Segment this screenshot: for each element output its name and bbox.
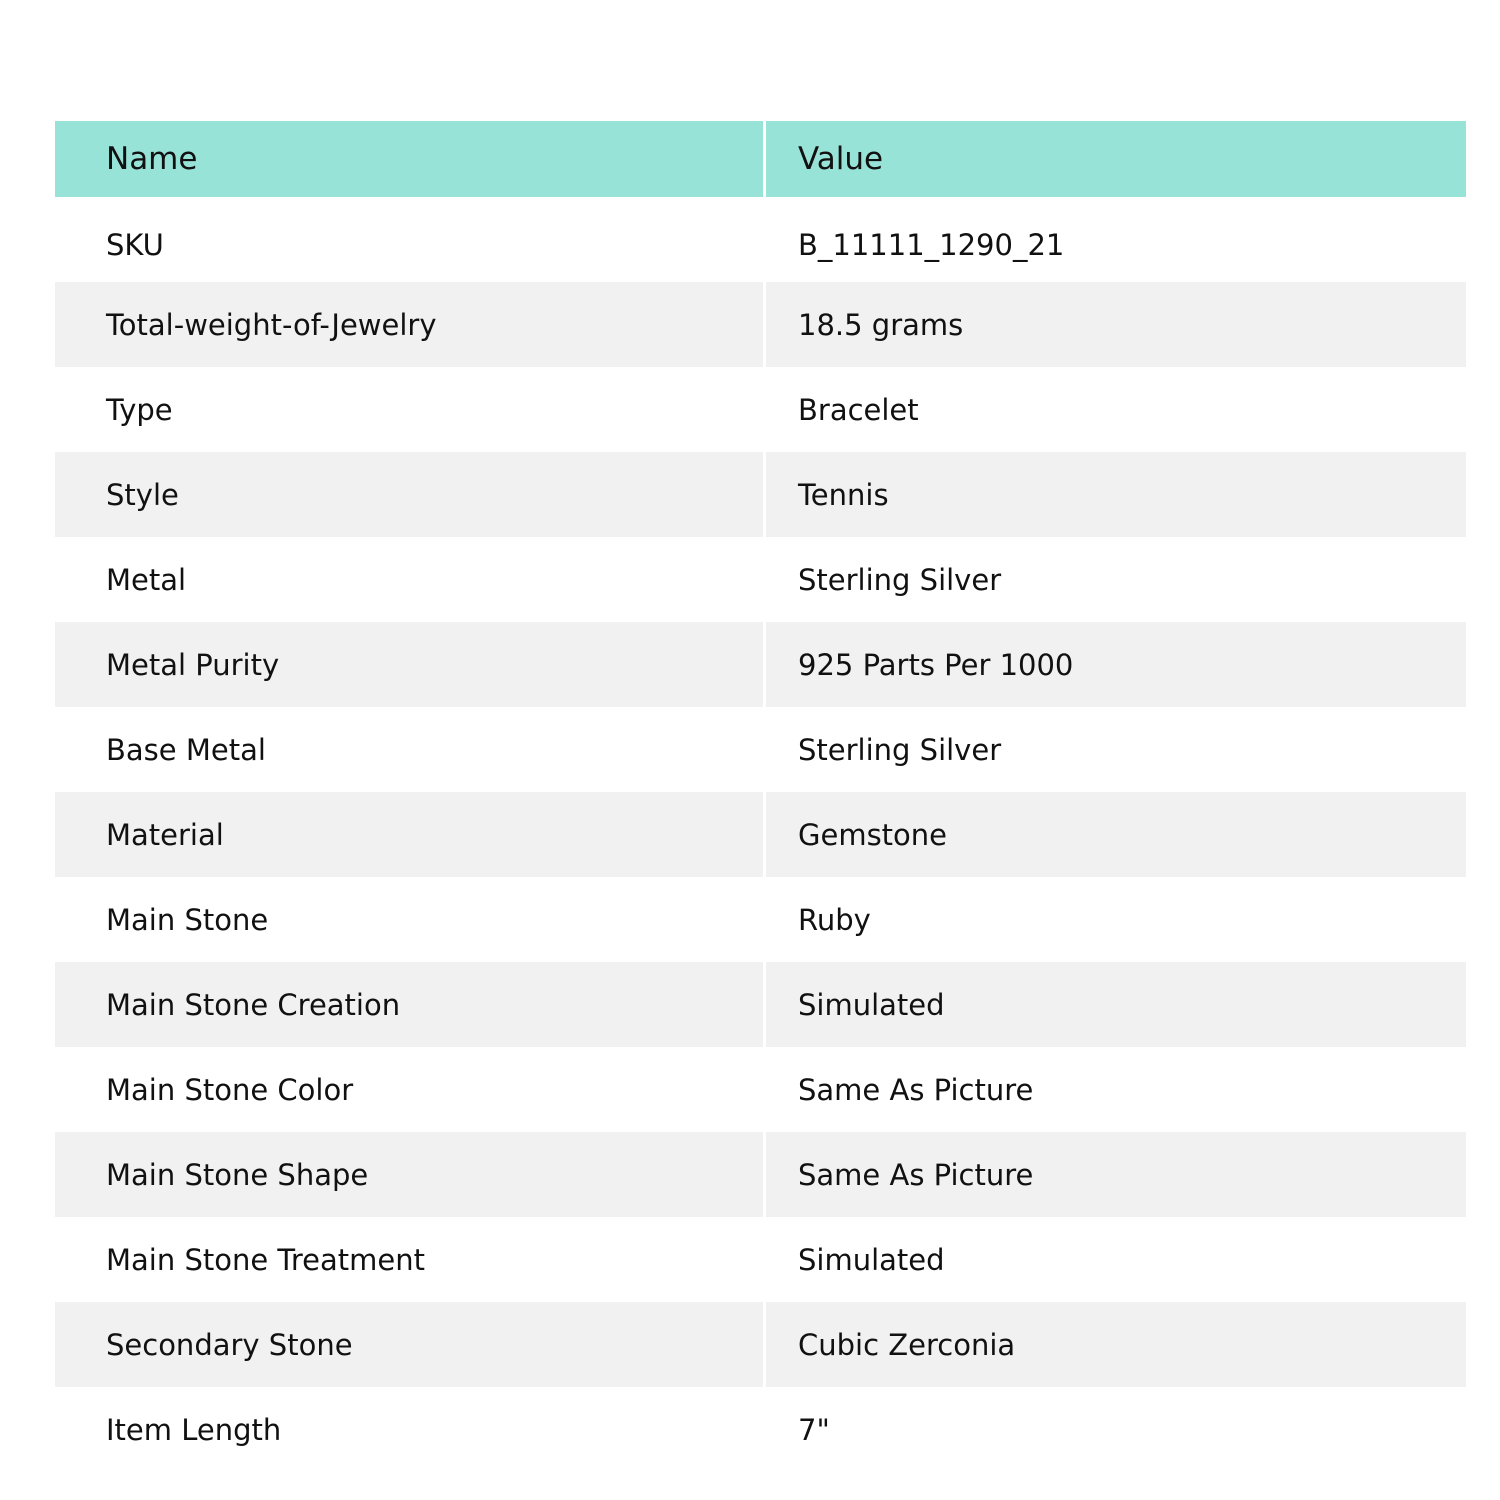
row-value-cell: Ruby bbox=[798, 902, 871, 937]
row-value-cell: 925 Parts Per 1000 bbox=[798, 647, 1074, 682]
row-name-cell: Type bbox=[55, 367, 766, 452]
row-value-cell: Simulated bbox=[798, 1242, 945, 1277]
row-value-cell: 18.5 grams bbox=[798, 307, 964, 342]
row-name-cell: Main Stone Creation bbox=[55, 962, 766, 1047]
row-name-cell: Item Length bbox=[55, 1387, 766, 1472]
row-name-cell: Main Stone Shape bbox=[55, 1132, 766, 1217]
table-row bbox=[55, 452, 1466, 537]
row-name-cell: Metal bbox=[55, 537, 766, 622]
row-name-cell: Style bbox=[55, 452, 766, 537]
table-row bbox=[55, 1217, 1466, 1302]
row-value-cell: Sterling Silver bbox=[798, 562, 1002, 597]
column-header-name: Name bbox=[55, 121, 766, 197]
row-name-cell: Total-weight-of-Jewelry bbox=[55, 282, 766, 367]
row-name-cell: Main Stone Treatment bbox=[55, 1217, 766, 1302]
row-value-cell: 7" bbox=[798, 1412, 830, 1447]
row-value-cell: Cubic Zerconia bbox=[798, 1327, 1016, 1362]
row-value-cell: Same As Picture bbox=[798, 1072, 1034, 1107]
table-row bbox=[55, 282, 1466, 367]
table-row bbox=[55, 1047, 1466, 1132]
row-name-cell: Secondary Stone bbox=[55, 1302, 766, 1387]
row-value-cell: B_11111_1290_21 bbox=[798, 227, 1065, 262]
table-row bbox=[55, 1387, 1466, 1472]
table-row bbox=[55, 1302, 1466, 1387]
row-name-cell: Base Metal bbox=[55, 707, 766, 792]
row-name-cell: SKU bbox=[55, 197, 766, 282]
spec-table bbox=[55, 121, 1466, 1472]
table-row bbox=[55, 707, 1466, 792]
table-row bbox=[55, 962, 1466, 1047]
row-value-cell: Tennis bbox=[798, 477, 889, 512]
row-name-cell: Material bbox=[55, 792, 766, 877]
row-value-cell: Gemstone bbox=[798, 817, 948, 852]
row-value-cell: Same As Picture bbox=[798, 1157, 1034, 1192]
table-row bbox=[55, 792, 1466, 877]
table-row bbox=[55, 622, 1466, 707]
row-value-cell: Sterling Silver bbox=[798, 732, 1002, 767]
row-name-cell: Main Stone Color bbox=[55, 1047, 766, 1132]
table-row bbox=[55, 537, 1466, 622]
table-header-row bbox=[55, 121, 1466, 197]
row-name-cell: Metal Purity bbox=[55, 622, 766, 707]
table-row bbox=[55, 197, 1466, 282]
row-name-cell: Main Stone bbox=[55, 877, 766, 962]
table-row bbox=[55, 367, 1466, 452]
column-header-value: Value bbox=[798, 141, 884, 177]
table-row bbox=[55, 877, 1466, 962]
table-row bbox=[55, 1132, 1466, 1217]
row-value-cell: Bracelet bbox=[798, 392, 919, 427]
row-value-cell: Simulated bbox=[798, 987, 945, 1022]
